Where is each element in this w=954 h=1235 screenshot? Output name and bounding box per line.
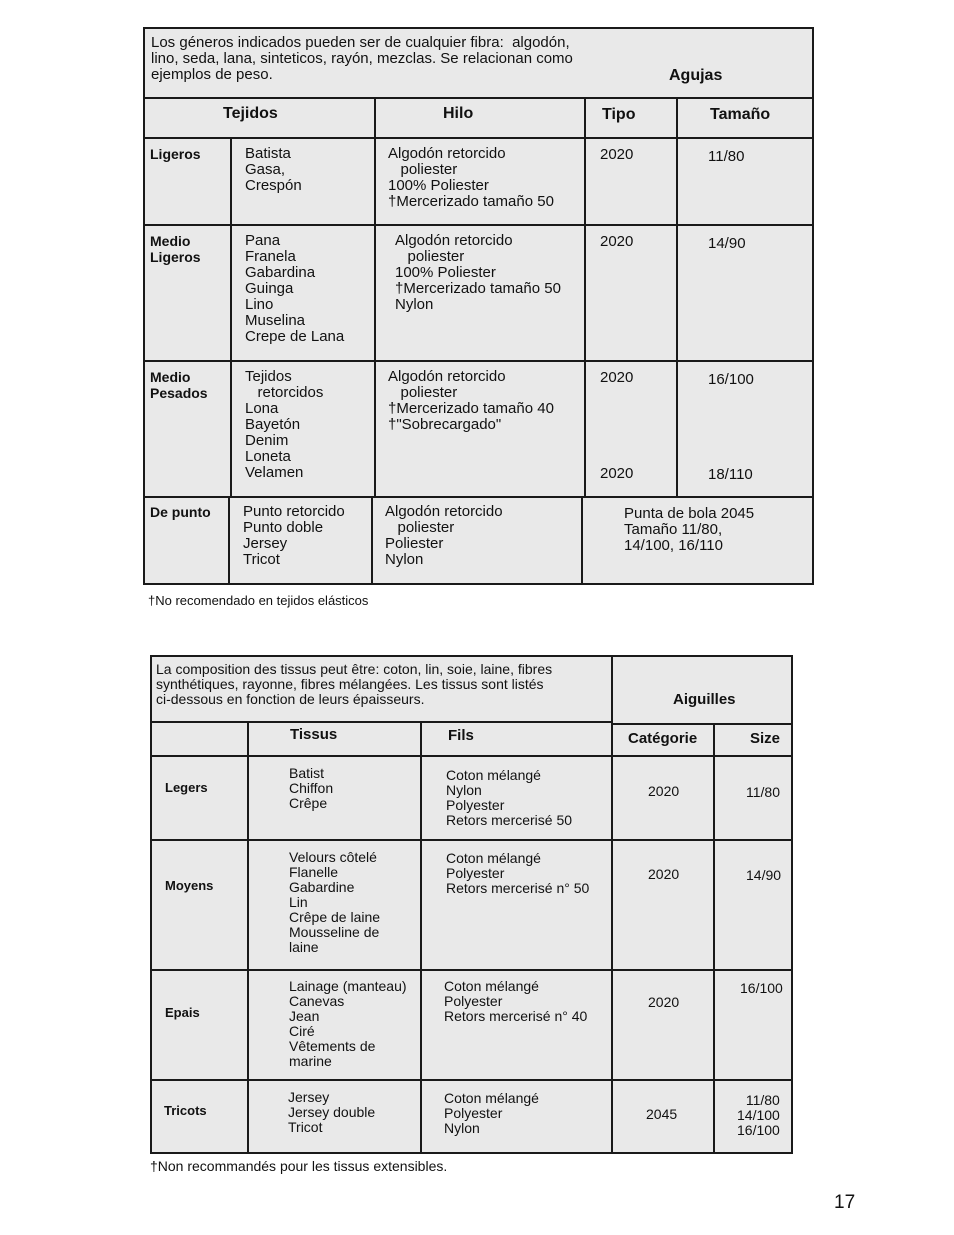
row-moyens-category-cell (613, 841, 715, 971)
fabric-list: Tejidos retorcidos Lona Bayetón Denim Loneta Velamen (245, 368, 324, 481)
row-legers-label-cell (152, 757, 249, 841)
row-legers-category-cell (613, 757, 715, 841)
page-number: 17 (834, 1192, 856, 1213)
needle-size: 16/100 (708, 371, 754, 388)
row-label: Legers (165, 780, 208, 795)
thread-list: Algodón retorcido poliester 100% Poliester †Mercerizado tamaño 50 (388, 145, 554, 210)
column-fabrics: Tissus (290, 726, 338, 743)
row-label: Tricots (164, 1103, 207, 1118)
column-thread: Hilo (443, 105, 474, 122)
row-label: Ligeros (150, 146, 201, 162)
thread-list: Algodón retorcido poliester 100% Poliester †Mercerizado tamaño 50 Nylon (395, 232, 561, 313)
row-label: Medio Ligeros (150, 233, 201, 265)
spanish-footnote: †No recomendado en tejidos elásticos (148, 593, 369, 608)
fabric-list: Pana Franela Gabardina Guinga Lino Muselina Crepe de Lana (245, 232, 345, 345)
thread-list: Algodón retorcido poliester †Mercerizado tamaño 40 †"Sobrecargado" (388, 368, 554, 433)
thread-list: Coton mélangé Polyester Retors mercerisé n° 50 (446, 850, 590, 896)
needles-header: Agujas (669, 67, 723, 84)
row-moyens-size-cell (715, 841, 793, 971)
fabric-list: Jersey Jersey double Tricot (288, 1089, 376, 1135)
needle-size: 11/80 14/100 16/100 (737, 1092, 780, 1138)
thread-list: Algodón retorcido poliester Poliester Nylon (385, 503, 503, 568)
needle-size: 14/90 (746, 867, 782, 883)
column-size: Tamaño (710, 106, 771, 123)
intro-text: Los géneros indicados pueden ser de cualquier fibra: algodón, lino, seda, lana, sinteticos, rayón, mezclas. Se relacionan como ejemplos de peso. (151, 34, 573, 83)
needle-size: 11/80 (708, 148, 745, 165)
column-type: Tipo (602, 106, 636, 123)
french-fabric-table (150, 655, 793, 1154)
fabric-list: Velours côtelé Flanelle Gabardine Lin Crêpe de laine Mousseline de laine (289, 849, 381, 955)
row-label: Medio Pesados (150, 369, 208, 401)
needle-type: 2020 (600, 369, 634, 386)
column-category: Catégorie (628, 730, 698, 747)
needles-header: Aiguilles (673, 691, 736, 708)
needle-size: 16/100 (740, 980, 783, 996)
intro-text: La composition des tissus peut être: coton, lin, soie, laine, fibres synthétiques, rayonne, fibres mélangées. Les tissus sont listés ci-dessous en fonction de leurs épaisseurs. (156, 661, 553, 707)
needle-size: 14/90 (708, 235, 746, 252)
row-label: Epais (165, 1005, 200, 1020)
row-epais-label-cell (152, 971, 249, 1081)
needle-category: 2045 (646, 1106, 678, 1122)
row-legers-fabrics-cell (249, 757, 422, 841)
fabric-list: Lainage (manteau) Canevas Jean Ciré Vêtements de marine (289, 978, 407, 1069)
column-thread: Fils (448, 727, 474, 744)
fabric-list: Batista Gasa, Crespón (245, 145, 302, 194)
needle-info: Punta de bola 2045 Tamaño 11/80, 14/100, 16/110 (624, 505, 755, 554)
thread-list: Coton mélangé Polyester Retors mercerisé n° 40 (444, 978, 588, 1024)
header-label-cell (152, 723, 249, 757)
row-moyens-label-cell (152, 841, 249, 971)
column-size: Size (750, 730, 781, 747)
header-thread (376, 99, 586, 139)
row-label: De punto (150, 504, 211, 520)
row-label: Moyens (165, 878, 214, 893)
column-fabrics: Tejidos (223, 105, 278, 122)
needle-type: 2020 (600, 146, 634, 163)
row-epais-category-cell (613, 971, 715, 1081)
needle-type: 2020 (600, 233, 634, 250)
needle-size: 11/80 (746, 784, 780, 800)
fabric-list: Batist Chiffon Crêpe (289, 765, 334, 811)
spanish-fabric-table (143, 27, 814, 585)
needle-category: 2020 (648, 994, 680, 1010)
fabric-list: Punto retorcido Punto doble Jersey Tricot (243, 503, 345, 568)
needle-type-secondary: 2020 (600, 465, 634, 482)
needle-category: 2020 (648, 866, 680, 882)
thread-list: Coton mélangé Nylon Polyester Retors mercerisé 50 (446, 767, 573, 828)
row-ligeros-size-cell (678, 139, 814, 226)
french-footnote: †Non recommandés pour les tissus extensibles. (150, 1158, 448, 1174)
thread-list: Coton mélangé Polyester Nylon (444, 1090, 539, 1136)
needle-size-secondary: 18/110 (708, 466, 753, 483)
row-medio-ligeros-size-cell (678, 226, 814, 362)
needle-category: 2020 (648, 783, 680, 799)
